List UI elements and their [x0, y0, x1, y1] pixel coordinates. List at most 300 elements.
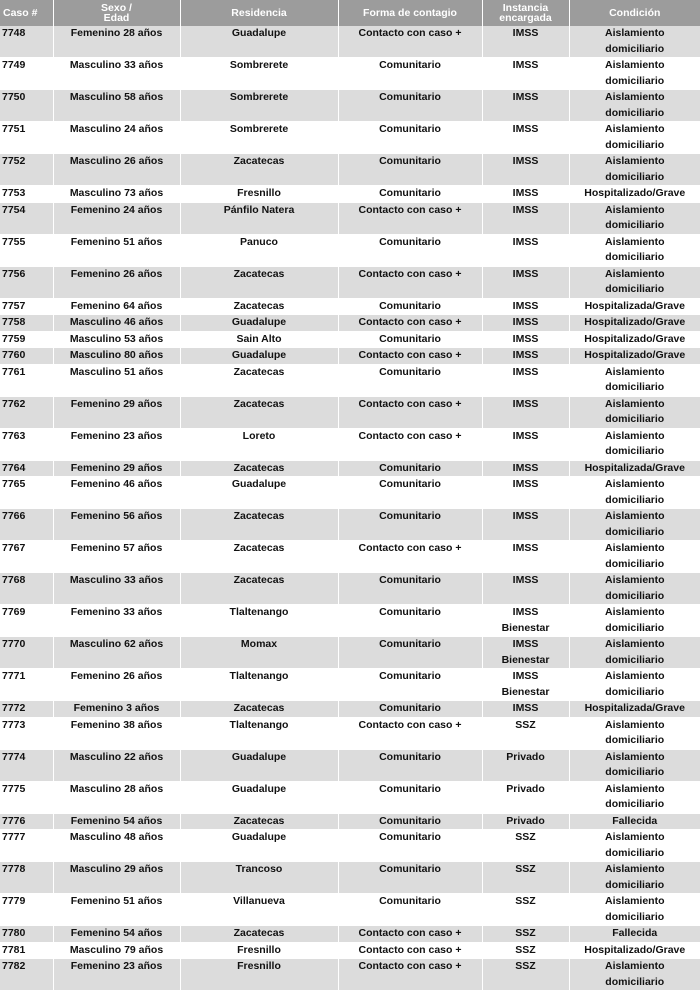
cell-sexo-edad — [53, 959, 180, 991]
cell-residencia — [180, 298, 338, 315]
cell-text: Aislamiento domiciliario — [604, 429, 665, 457]
table-row — [0, 862, 700, 894]
cell-text: Masculino 58 años — [69, 91, 164, 103]
cell-text: Femenino 23 años — [70, 960, 163, 972]
cell-text: Comunitario — [379, 702, 441, 714]
cell-text: Aislamiento domiciliario — [604, 542, 665, 570]
cell-caso — [0, 90, 53, 122]
cell-condicion — [569, 862, 700, 894]
cell-text: IMSS — [512, 429, 539, 442]
cell-text: Guadalupe — [231, 27, 287, 39]
cell-text: Aislamiento domiciliario — [604, 365, 665, 393]
cell-text: IMSS — [512, 316, 539, 328]
cell-instancia — [482, 959, 569, 991]
cell-condicion — [569, 315, 700, 332]
cell-forma-contagio — [338, 813, 482, 830]
table-row — [0, 942, 700, 959]
cell-caso — [0, 477, 53, 509]
cell-residencia — [180, 605, 338, 637]
cell-text: Femenino 33 años — [70, 606, 163, 618]
cell-forma-contagio — [338, 894, 482, 926]
cell-text: SSZ — [515, 943, 536, 956]
cell-residencia — [180, 460, 338, 477]
cell-condicion — [569, 186, 700, 203]
cell-condicion — [569, 298, 700, 315]
cell-forma-contagio — [338, 315, 482, 332]
cell-text: 7757 — [2, 299, 26, 312]
cell-text: Femenino 46 años — [70, 478, 163, 490]
cell-text: SSZ — [515, 895, 536, 907]
header-condicion — [569, 0, 700, 26]
cell-residencia — [180, 717, 338, 749]
cell-text: IMSS — [512, 397, 539, 410]
cell-forma-contagio — [338, 830, 482, 862]
cell-text: Comunitario — [379, 510, 441, 522]
cell-text: Aislamiento domiciliario — [604, 203, 665, 231]
cell-text: Guadalupe — [231, 316, 287, 328]
cell-caso — [0, 266, 53, 298]
cell-residencia — [180, 701, 338, 718]
cell-condicion — [569, 830, 700, 862]
cell-text: Comunitario — [379, 59, 441, 71]
cell-residencia — [180, 348, 338, 365]
cell-text: IMSS — [512, 123, 539, 135]
table-row — [0, 348, 700, 365]
cell-text: IMSS — [512, 59, 539, 71]
cell-condicion — [569, 637, 700, 669]
cell-text: Femenino 38 años — [70, 718, 163, 731]
cell-text: Momax — [240, 638, 278, 650]
cell-residencia — [180, 315, 338, 332]
cell-text: IMSS — [512, 332, 539, 345]
cell-sexo-edad — [53, 122, 180, 154]
cell-text: Aislamiento domiciliario — [604, 895, 665, 923]
cell-instancia — [482, 315, 569, 332]
cell-text: Comunitario — [379, 638, 441, 650]
cell-instancia — [482, 605, 569, 637]
cell-sexo-edad — [53, 315, 180, 332]
cell-text: Tlaltenango — [229, 718, 289, 731]
cell-caso — [0, 637, 53, 669]
cell-residencia — [180, 894, 338, 926]
cell-text: Hospitalizado/Grave — [584, 349, 686, 361]
cell-forma-contagio — [338, 90, 482, 122]
cell-text: Zacatecas — [233, 267, 285, 280]
cell-instancia — [482, 348, 569, 365]
cell-instancia — [482, 331, 569, 348]
cell-text: 7758 — [2, 316, 26, 328]
cell-forma-contagio — [338, 428, 482, 460]
cell-caso — [0, 862, 53, 894]
cell-text: Fresnillo — [237, 943, 281, 956]
cell-text: IMSS — [512, 235, 539, 248]
cell-text: Masculino 51 años — [69, 365, 164, 378]
cell-instancia — [482, 717, 569, 749]
cell-instancia — [482, 26, 569, 58]
cell-condicion — [569, 942, 700, 959]
cell-sexo-edad — [53, 331, 180, 348]
table-row — [0, 266, 700, 298]
cell-text: 7749 — [2, 59, 26, 71]
cell-forma-contagio — [338, 298, 482, 315]
cell-caso — [0, 781, 53, 813]
cell-text: Comunitario — [379, 478, 441, 490]
cell-forma-contagio — [338, 186, 482, 203]
cell-condicion — [569, 266, 700, 298]
cell-text: Femenino 54 años — [70, 927, 163, 939]
cell-text: 7770 — [2, 638, 26, 650]
cell-sexo-edad — [53, 717, 180, 749]
cell-instancia — [482, 749, 569, 781]
cell-sexo-edad — [53, 926, 180, 943]
cell-forma-contagio — [338, 942, 482, 959]
cell-text: Aislamiento domiciliario — [604, 59, 665, 87]
cell-forma-contagio — [338, 364, 482, 396]
cell-condicion — [569, 669, 700, 701]
header-label: Forma de contagio — [363, 7, 457, 19]
cell-forma-contagio — [338, 26, 482, 58]
cell-text: Contacto con caso + — [358, 397, 462, 410]
cell-residencia — [180, 637, 338, 669]
table-row — [0, 428, 700, 460]
cell-forma-contagio — [338, 701, 482, 718]
cell-text: Guadalupe — [231, 478, 287, 490]
cell-sexo-edad — [53, 26, 180, 58]
table-row — [0, 234, 700, 266]
table-row — [0, 298, 700, 315]
cell-caso — [0, 396, 53, 428]
cell-condicion — [569, 154, 700, 186]
cell-condicion — [569, 428, 700, 460]
cell-text: Aislamiento domiciliario — [604, 510, 665, 538]
cell-text: IMSS — [512, 510, 539, 522]
cell-text: 7776 — [2, 814, 26, 827]
table-row — [0, 154, 700, 186]
cell-condicion — [569, 331, 700, 348]
cell-text: 7782 — [2, 960, 26, 972]
cell-text: Masculino 79 años — [69, 943, 164, 956]
cell-instancia — [482, 477, 569, 509]
cell-residencia — [180, 669, 338, 701]
cell-text: 7769 — [2, 606, 26, 618]
cell-text: Comunitario — [379, 299, 441, 312]
cell-forma-contagio — [338, 605, 482, 637]
header-label: Sexo / Edad — [101, 2, 132, 24]
cell-text: SSZ — [515, 831, 536, 843]
cell-residencia — [180, 266, 338, 298]
cell-condicion — [569, 813, 700, 830]
header-caso — [0, 0, 53, 26]
table-row — [0, 331, 700, 348]
cell-text: Hospitalizada/Grave — [584, 461, 685, 474]
cell-text: 7751 — [2, 123, 26, 135]
cell-text: Tlaltenango — [229, 606, 289, 618]
cell-text: Fallecida — [612, 814, 658, 827]
cell-residencia — [180, 830, 338, 862]
cell-text: 7754 — [2, 203, 26, 216]
cell-text: Aislamiento domiciliario — [604, 478, 665, 506]
table-row — [0, 637, 700, 669]
cell-forma-contagio — [338, 926, 482, 943]
cell-forma-contagio — [338, 637, 482, 669]
cell-caso — [0, 717, 53, 749]
cell-sexo-edad — [53, 186, 180, 203]
table-row — [0, 541, 700, 573]
cell-text: 7780 — [2, 927, 26, 939]
cell-text: Contacto con caso + — [358, 943, 462, 956]
cell-text: Masculino 46 años — [69, 316, 164, 328]
cell-sexo-edad — [53, 460, 180, 477]
cell-text: Aislamiento domiciliario — [604, 863, 665, 891]
cell-text: IMSS — [512, 542, 539, 554]
cell-text: Zacatecas — [233, 814, 285, 827]
table-row — [0, 573, 700, 605]
table-row — [0, 460, 700, 477]
cell-text: IMSS — [512, 267, 539, 280]
cell-residencia — [180, 541, 338, 573]
table-row — [0, 749, 700, 781]
cell-instancia — [482, 58, 569, 90]
table-body — [0, 26, 700, 991]
cell-text: Contacto con caso + — [358, 27, 462, 39]
cell-residencia — [180, 477, 338, 509]
cell-text: Comunitario — [379, 461, 441, 474]
cell-sexo-edad — [53, 266, 180, 298]
cell-text: Comunitario — [379, 91, 441, 103]
cell-text: Aislamiento domiciliario — [604, 718, 665, 746]
cell-forma-contagio — [338, 122, 482, 154]
cell-text: Sombrerete — [229, 91, 289, 103]
cell-text: Zacatecas — [233, 542, 285, 554]
cell-text: Femenino 28 años — [70, 27, 163, 39]
cell-text: Aislamiento domiciliario — [604, 574, 665, 602]
cell-instancia — [482, 234, 569, 266]
cell-text: Fallecida — [612, 927, 658, 939]
cell-forma-contagio — [338, 573, 482, 605]
cell-condicion — [569, 234, 700, 266]
cell-caso — [0, 926, 53, 943]
cell-text: 7775 — [2, 782, 26, 795]
cell-caso — [0, 701, 53, 718]
cell-sexo-edad — [53, 396, 180, 428]
cell-caso — [0, 122, 53, 154]
cell-text: IMSS — [512, 478, 539, 490]
cell-instancia — [482, 701, 569, 718]
cell-forma-contagio — [338, 460, 482, 477]
cell-residencia — [180, 428, 338, 460]
table-row — [0, 364, 700, 396]
table-row — [0, 605, 700, 637]
cell-caso — [0, 154, 53, 186]
cell-instancia — [482, 266, 569, 298]
cell-forma-contagio — [338, 862, 482, 894]
table-row — [0, 122, 700, 154]
cell-text: Zacatecas — [233, 155, 285, 167]
cell-instancia — [482, 813, 569, 830]
cell-text: IMSS — [512, 187, 539, 199]
cell-caso — [0, 605, 53, 637]
cell-text: Femenino 29 años — [70, 461, 163, 474]
cell-sexo-edad — [53, 509, 180, 541]
cell-text: IMSS Bienestar — [501, 638, 550, 666]
cell-condicion — [569, 122, 700, 154]
cell-text: Femenino 51 años — [70, 895, 163, 907]
cell-sexo-edad — [53, 813, 180, 830]
cell-forma-contagio — [338, 58, 482, 90]
cell-text: 7763 — [2, 429, 26, 442]
cell-residencia — [180, 781, 338, 813]
cell-text: IMSS — [512, 203, 539, 216]
cell-instancia — [482, 942, 569, 959]
header-forma-contagio — [338, 0, 482, 26]
cell-instancia — [482, 364, 569, 396]
header-sexo-edad — [53, 0, 180, 26]
cell-text: Contacto con caso + — [358, 718, 462, 731]
cell-instancia — [482, 154, 569, 186]
cell-forma-contagio — [338, 234, 482, 266]
cell-text: 7750 — [2, 91, 26, 103]
cell-caso — [0, 234, 53, 266]
cell-text: Pánfilo Natera — [223, 203, 295, 216]
cell-text: IMSS — [512, 27, 539, 39]
cell-text: 7768 — [2, 574, 26, 586]
cell-text: Masculino 24 años — [69, 123, 164, 135]
table-row — [0, 26, 700, 58]
cell-text: Aislamiento domiciliario — [604, 235, 665, 263]
cell-residencia — [180, 573, 338, 605]
cell-text: Hospitalizado/Grave — [584, 187, 686, 199]
cell-sexo-edad — [53, 364, 180, 396]
cell-instancia — [482, 460, 569, 477]
cell-text: IMSS — [512, 365, 539, 378]
cell-text: Sombrerete — [229, 59, 289, 71]
cell-text: Comunitario — [379, 750, 441, 763]
cell-text: Femenino 26 años — [70, 670, 163, 682]
cell-residencia — [180, 959, 338, 991]
cell-text: Femenino 23 años — [70, 429, 163, 442]
cell-text: SSZ — [515, 960, 536, 972]
cell-caso — [0, 669, 53, 701]
cell-text: Contacto con caso + — [358, 429, 462, 442]
cell-text: Comunitario — [379, 670, 441, 682]
table-row — [0, 813, 700, 830]
cell-text: Comunitario — [379, 606, 441, 618]
cell-instancia — [482, 830, 569, 862]
cell-sexo-edad — [53, 348, 180, 365]
cell-text: 7772 — [2, 702, 26, 714]
cell-sexo-edad — [53, 749, 180, 781]
cell-text: 7781 — [2, 943, 26, 956]
cell-condicion — [569, 749, 700, 781]
cell-forma-contagio — [338, 396, 482, 428]
cell-caso — [0, 830, 53, 862]
table-row — [0, 509, 700, 541]
cell-caso — [0, 942, 53, 959]
cell-text: Fresnillo — [237, 187, 281, 199]
cell-condicion — [569, 717, 700, 749]
cell-caso — [0, 202, 53, 234]
header-label: Caso # — [3, 7, 38, 19]
cell-text: Comunitario — [379, 365, 441, 378]
cell-text: Masculino 33 años — [69, 574, 164, 586]
cell-text: Comunitario — [379, 235, 441, 248]
cell-sexo-edad — [53, 90, 180, 122]
cell-caso — [0, 186, 53, 203]
cell-condicion — [569, 90, 700, 122]
cell-text: Contacto con caso + — [358, 927, 462, 939]
cell-text: 7760 — [2, 349, 26, 361]
cell-residencia — [180, 234, 338, 266]
cell-text: Guadalupe — [231, 349, 287, 361]
cell-forma-contagio — [338, 669, 482, 701]
cell-text: Privado — [506, 750, 545, 763]
cell-caso — [0, 364, 53, 396]
cell-sexo-edad — [53, 541, 180, 573]
cell-instancia — [482, 298, 569, 315]
cell-sexo-edad — [53, 894, 180, 926]
cell-text: IMSS — [512, 299, 539, 312]
cell-condicion — [569, 202, 700, 234]
cell-text: 7755 — [2, 235, 26, 248]
cell-text: Aislamiento domiciliario — [604, 670, 665, 698]
table-row — [0, 717, 700, 749]
cell-text: Contacto con caso + — [358, 542, 462, 554]
cell-text: Zacatecas — [233, 365, 285, 378]
cell-condicion — [569, 460, 700, 477]
cell-condicion — [569, 509, 700, 541]
cell-caso — [0, 428, 53, 460]
cell-instancia — [482, 637, 569, 669]
cell-text: Villanueva — [233, 895, 285, 907]
cell-text: Guadalupe — [231, 750, 287, 763]
cell-text: Aislamiento domiciliario — [604, 27, 665, 55]
cell-text: Masculino 73 años — [69, 187, 164, 199]
header-row — [0, 0, 700, 26]
cell-text: Masculino 28 años — [69, 782, 164, 795]
cell-condicion — [569, 701, 700, 718]
cell-text: Femenino 24 años — [70, 203, 163, 216]
cell-text: Aislamiento domiciliario — [604, 638, 665, 666]
cell-forma-contagio — [338, 331, 482, 348]
cell-text: Femenino 3 años — [73, 702, 160, 714]
cell-text: IMSS Bienestar — [501, 606, 550, 634]
cell-sexo-edad — [53, 58, 180, 90]
cell-sexo-edad — [53, 298, 180, 315]
cell-residencia — [180, 926, 338, 943]
cell-sexo-edad — [53, 605, 180, 637]
table-row — [0, 781, 700, 813]
cell-text: Masculino 26 años — [69, 155, 164, 167]
cell-text: Femenino 64 años — [70, 299, 163, 312]
cell-forma-contagio — [338, 266, 482, 298]
cell-text: Privado — [506, 782, 545, 795]
cell-text: Aislamiento domiciliario — [604, 267, 665, 295]
cell-text: 7764 — [2, 461, 26, 474]
cell-condicion — [569, 58, 700, 90]
cell-text: IMSS — [512, 702, 539, 714]
cell-text: 7752 — [2, 155, 26, 167]
cell-text: 7756 — [2, 267, 26, 280]
cell-sexo-edad — [53, 234, 180, 266]
cell-residencia — [180, 154, 338, 186]
cell-caso — [0, 315, 53, 332]
header-label: Condición — [609, 7, 661, 19]
cell-caso — [0, 26, 53, 58]
cell-caso — [0, 348, 53, 365]
cell-instancia — [482, 509, 569, 541]
cell-forma-contagio — [338, 781, 482, 813]
cell-text: Guadalupe — [231, 831, 287, 843]
